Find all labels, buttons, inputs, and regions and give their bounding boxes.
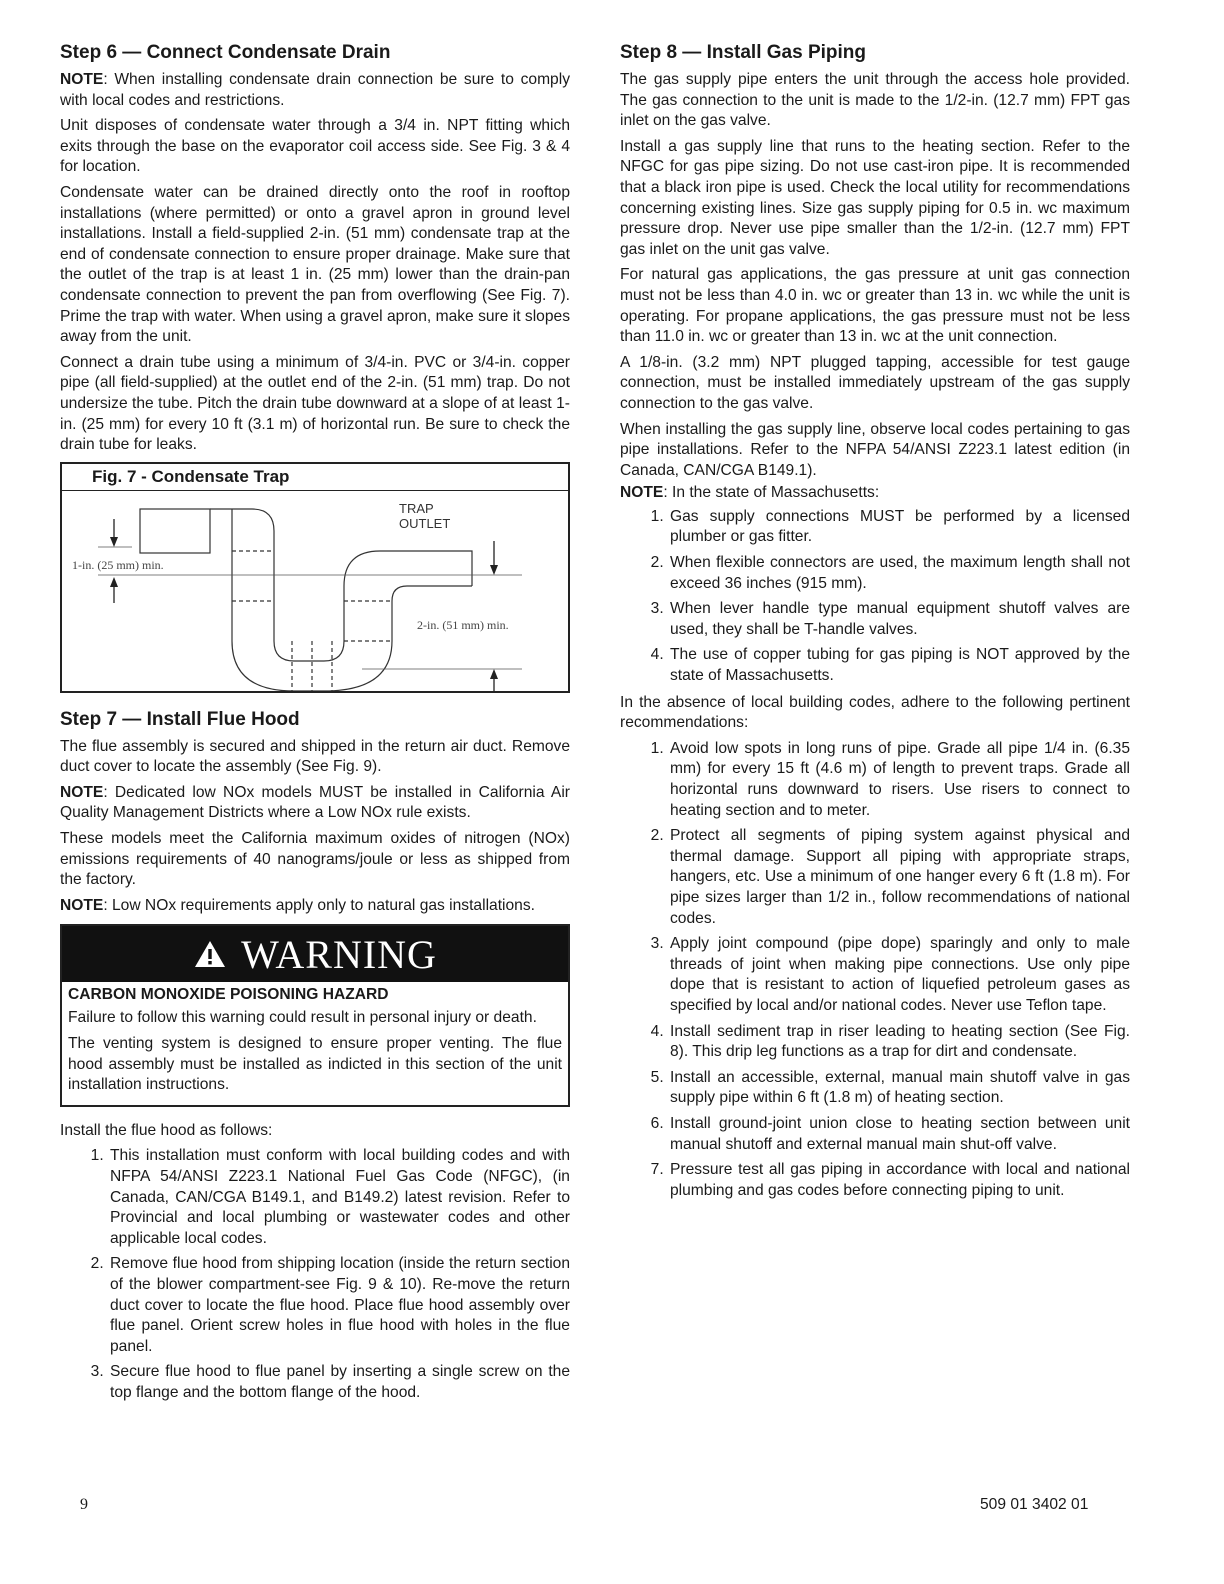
arrow-up-icon [110,577,118,587]
note-text: : Dedicated low NOx models MUST be installed in California Air Quality Management Districts where a Low NOx rule exists. [60,783,570,822]
trap-pipe-inner [232,509,472,691]
step8-paragraph-2: Install a gas supply line that runs to the heating section. Refer to the NFGC for gas pipe sizing. Do not use cast-iron pipe. It is recommended that a black iron pipe is used. Check the local utility for recommendations concerning existing lines. Size gas supply piping for 0.5 in. wc maximum pressure drop. Never use pipe smaller than the 1/2-in. (12.7 mm) FPT gas inlet on the unit gas valve. [620,137,1130,258]
step6-paragraph-3: Connect a drain tube using a minimum of 3/4-in. PVC or 3/4-in. copper pipe (all field-supplied) at the outlet end of the 2-in. (51 mm) trap. Do not undersize the tube. Pitch the drain tube downward at a slope of at least 1-in. (25 mm) for every 10 ft (3.1 m) of horizontal run. Be sure to check the drain tube for leaks. [60,353,570,454]
note-label: NOTE [60,71,104,88]
list-item: 3. Secure flue hood to flue panel by inserting a single screw on the top flange and the bottom flange of the hood. [108,1362,570,1403]
warning-paragraph-1: Failure to follow this warning could result in personal injury or death. [68,1009,537,1027]
condensate-trap-diagram [62,491,568,691]
step6-paragraph-2: Condensate water can be drained directly onto the roof in rooftop installations (where permitted) or onto a gravel apron in ground level installations. Install a field-supplied 2-in. (51 mm) condensate trap at the end of condensate connection to ensure proper drainage. Make sure that the outlet of the trap is at least 1 in. (25 mm) lower than the drain-pan condensate connection to prevent the pan from overflowing (See Fig. 7). Prime the trap with water. When using a gravel apron, make sure it slopes away from the unit. [60,183,570,346]
step8-title: Step 8 — Install Gas Piping [620,42,866,63]
list-item: 2. When flexible connectors are used, the maximum length shall not exceed 36 inches (915 mm). [668,553,1130,594]
note-label: NOTE [620,484,664,502]
arrow-up-icon [490,669,498,679]
dimension-2in: 2-in. (51 mm) min. [417,617,509,632]
step7-note-2 [60,896,570,917]
dimension-1in: 1-in. (25 mm) min. [72,557,164,572]
step8-paragraph-4: A 1/8-in. (3.2 mm) NPT plugged tapping, accessible for test gauge connection, must be installed immediately upstream of the gas supply connection to the gas valve. [620,353,1130,412]
list-item: 1. Gas supply connections MUST be performed by a licensed plumber or gas fitter. [668,507,1130,548]
massachusetts-list [620,507,1130,687]
warning-header [62,926,568,982]
step8-paragraph-3: For natural gas applications, the gas pressure at unit gas connection must not be less than 4.0 in. wc or greater than 13 in. wc while the unit is operating. For propane applications, the gas pressure must not be less than 11.0 in. wc or greater than 13 in. wc at the unit connection. [620,266,1130,346]
warning-triangle-icon [193,939,227,969]
step7-paragraph-1: The flue assembly is secured and shipped in the return air duct. Remove duct cover to locate the assembly (See Fig. 9). [60,737,570,776]
list-item: 5. Install an accessible, external, manual main shutoff valve in gas supply pipe within 6 ft (1.8 m) of heating section. [668,1068,1130,1109]
warning-paragraph-2: The venting system is designed to ensure proper venting. The flue hood assembly must be installed as indicted in this section of the unit installation instructions. [68,1035,562,1094]
step6-paragraph-1: Unit disposes of condensate water through a 3/4 in. NPT fitting which exits through the base on the evaporator coil access side. See Fig. 3 & 4 for location. [60,117,570,176]
trap-label: TRAP [399,500,434,516]
step6-note [60,70,570,111]
figure-7-caption: Fig. 7 - Condensate Trap [62,464,568,491]
list-item: 1. This installation must conform with local building codes and with NFPA 54/ANSI Z223.1 National Fuel Gas Code (NFGC), (in Canada, CAN/CGA B149.1, and B149.2) latest revision. Refer to Provincial and local plumbing or wastewater codes and other applicable local codes. [108,1146,570,1249]
note-text: : In the state of Massachusetts: [663,484,880,502]
note-label: NOTE [60,896,104,914]
recommendations-list [620,739,1130,1201]
list-item: 2. Remove flue hood from shipping location (inside the return section of the blower compartment-see Fig. 9 & 10). Re-move the return duct cover to locate the flue hood. Place flue hood assembly over flue panel. Orient screw holes in flue hood with holes in the flue panel. [108,1254,570,1357]
list-item: 3. Apply joint compound (pipe dope) sparingly and only to male threads of joint when making pipe connections. Use only pipe dope that is resistant to action of liquefied petroleum gases as specified by local and/or national codes. Never use Teflon tape. [668,934,1130,1016]
note-label: NOTE [60,783,104,801]
warning-box [60,924,570,1106]
arrow-down-icon [110,537,118,547]
left-column [60,42,570,1410]
figure-7 [60,462,570,693]
massachusetts-note [620,483,1130,504]
step6-title: Step 6 — Connect Condensate Drain [60,42,391,63]
list-item: 6. Install ground-joint union close to heating section between unit manual shutoff and external manual main shut-off valve. [668,1114,1130,1155]
step7-note-1 [60,783,570,824]
pipe-joints [232,551,392,691]
drain-stub [140,509,210,553]
flue-steps-list [60,1146,570,1403]
list-item: 4. Install sediment trap in riser leading to heating section (See Fig. 8). This drip leg functions as a trap for dirt and condensate. [668,1022,1130,1063]
note-text: : When installing condensate drain connection be sure to comply with local codes and restrictions. [60,71,570,109]
page-number: 9 [80,1496,88,1513]
step8-paragraph-6: In the absence of local building codes, adhere to the following pertinent recommendations: [620,693,1130,732]
list-item: 4. The use of copper tubing for gas piping is NOT approved by the state of Massachusetts. [668,645,1130,686]
flue-intro: Install the flue hood as follows: [60,1121,273,1139]
document-number: 509 01 3402 01 [980,1496,1089,1513]
right-column [620,42,1130,1207]
list-item: 1. Avoid low spots in long runs of pipe. Grade all pipe 1/4 in. (6.35 mm) for every 15 ft (4.6 m) of length to prevent traps. Grade all horizontal runs downward to risers. Use risers to connect to heating section and to meter. [668,739,1130,821]
arrow-down-icon [490,565,498,575]
outlet-label: OUTLET [399,515,451,531]
step8-paragraph-1: The gas supply pipe enters the unit through the access hole provided. The gas connection to the unit is made to the 1/2-in. (12.7 mm) FPT gas inlet on the gas valve. [620,71,1130,130]
warning-title: WARNING [241,931,437,977]
step7-title: Step 7 — Install Flue Hood [60,708,300,730]
list-item: 3. When lever handle type manual equipment shutoff valves are used, they shall be T-handle valves. [668,599,1130,640]
trap-pipe-outer [210,509,472,661]
list-item: 2. Protect all segments of piping system against physical and thermal damage. Support all piping with appropriate straps, hangers, etc. Use a minimum of one hanger every 6 ft (1.8 m). For pipe sizes larger than 1/2 in., follow recommendations of national codes. [668,826,1130,929]
list-item: 7. Pressure test all gas piping in accordance with local and national plumbing and gas codes before connecting piping to unit. [668,1160,1130,1201]
step8-paragraph-5: When installing the gas supply line, observe local codes pertaining to gas pipe installations. Refer to the NFPA 54/ANSI Z223.1 latest edition (in Canada, CAN/CGA B149.1). [620,420,1130,479]
warning-heading: CARBON MONOXIDE POISONING HAZARD [68,986,389,1004]
step7-paragraph-2: These models meet the California maximum oxides of nitrogen (NOx) emissions requirements of 40 nanograms/joule or less as shipped from the factory. [60,830,570,889]
note-text: : Low NOx requirements apply only to natural gas installations. [103,896,535,914]
